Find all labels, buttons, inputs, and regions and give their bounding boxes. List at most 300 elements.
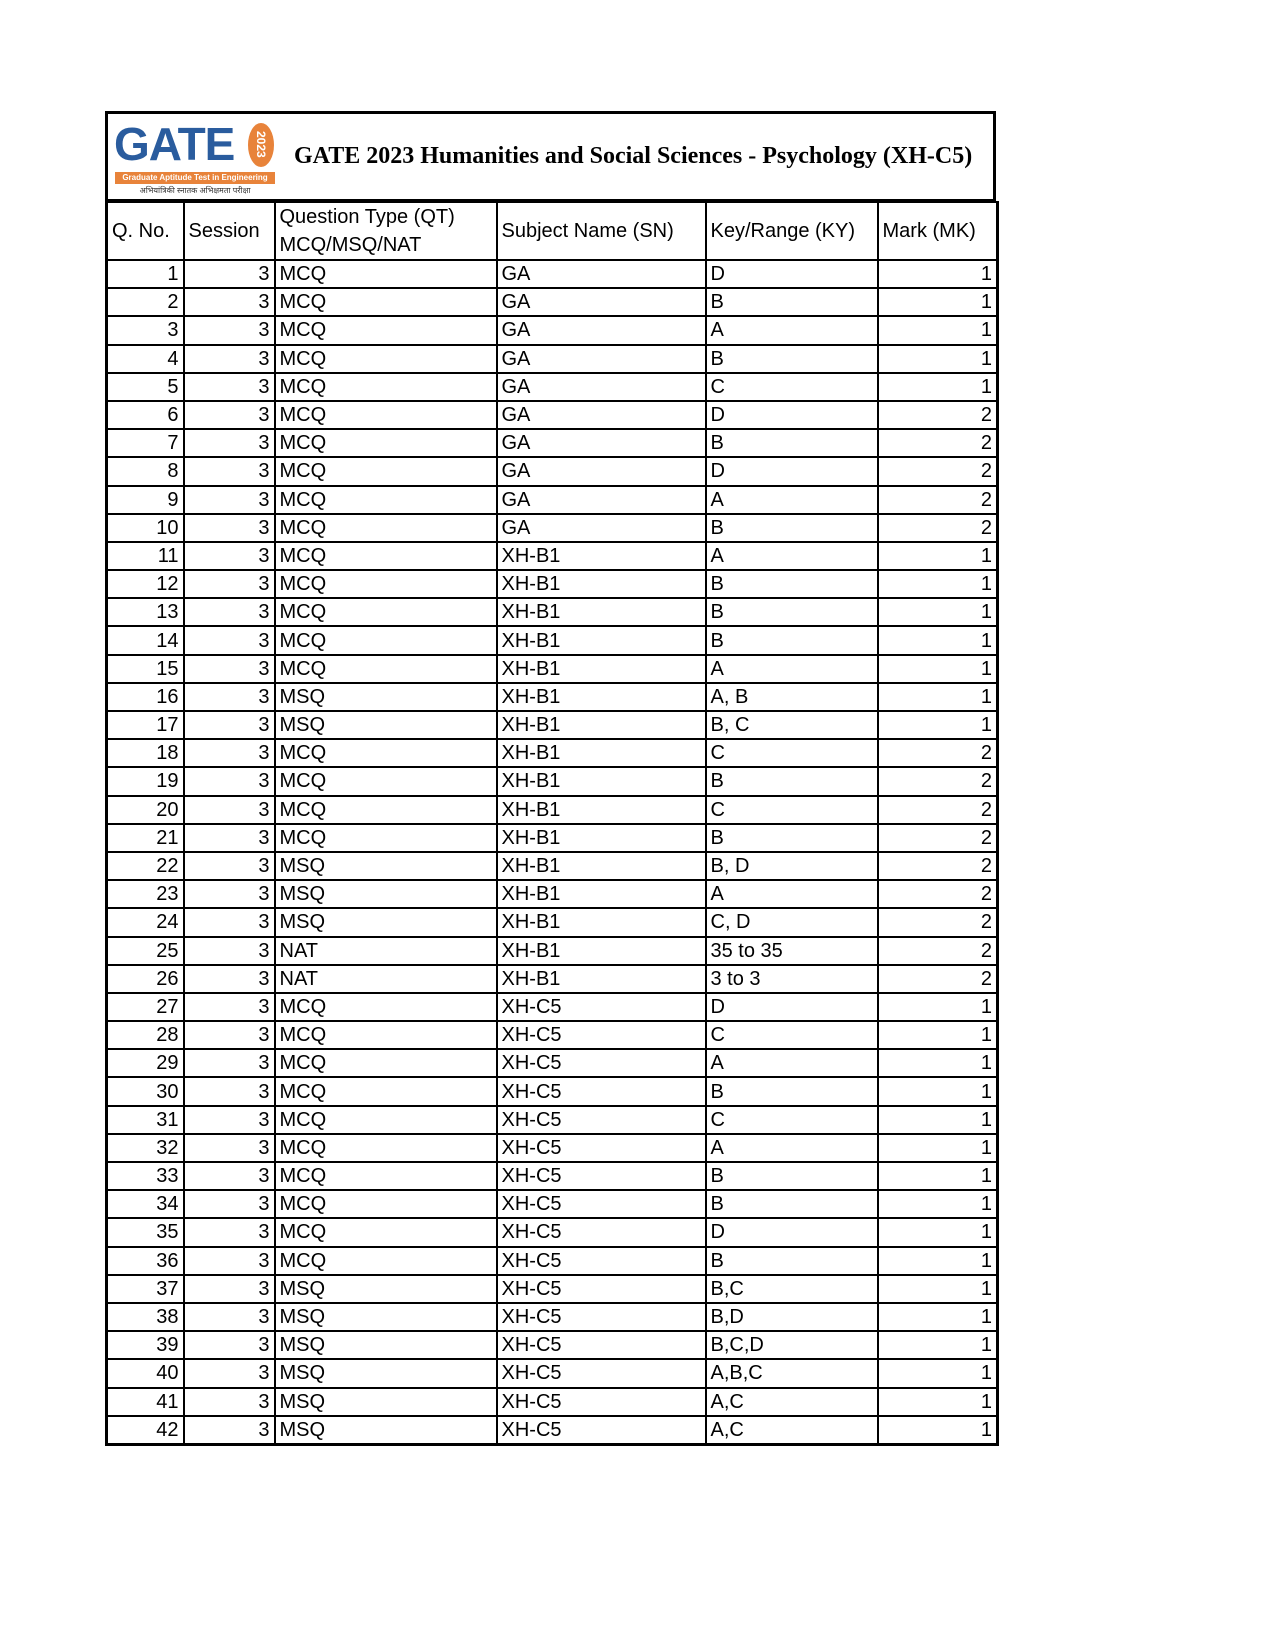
cell-key: C	[706, 796, 878, 824]
cell-mark: 1	[878, 345, 998, 373]
logo-hindi-tagline: अभियांत्रिकी स्नातक अभिक्षमता परीक्षा	[139, 185, 251, 195]
cell-session: 3	[184, 542, 275, 570]
cell-subject: XH-C5	[497, 1049, 706, 1077]
cell-key: D	[706, 457, 878, 485]
cell-key: D	[706, 993, 878, 1021]
cell-qno: 8	[107, 457, 184, 485]
cell-question-type: MCQ	[275, 514, 497, 542]
cell-session: 3	[184, 457, 275, 485]
column-header-key: Key/Range (KY)	[706, 202, 878, 260]
cell-qno: 23	[107, 880, 184, 908]
cell-question-type: MCQ	[275, 739, 497, 767]
cell-key: B	[706, 345, 878, 373]
cell-question-type: MCQ	[275, 457, 497, 485]
cell-mark: 1	[878, 1247, 998, 1275]
cell-key: C	[706, 373, 878, 401]
cell-session: 3	[184, 1303, 275, 1331]
cell-session: 3	[184, 739, 275, 767]
table-row	[107, 1416, 998, 1445]
cell-key: B,C	[706, 1275, 878, 1303]
cell-subject: XH-C5	[497, 1416, 706, 1445]
column-header-question-type: Question Type (QT) MCQ/MSQ/NAT	[275, 202, 497, 260]
cell-question-type: MCQ	[275, 288, 497, 316]
table-row	[107, 1275, 998, 1303]
cell-subject: XH-C5	[497, 1134, 706, 1162]
cell-session: 3	[184, 260, 275, 288]
table-row	[107, 1106, 998, 1134]
cell-session: 3	[184, 852, 275, 880]
cell-subject: XH-C5	[497, 993, 706, 1021]
cell-qno: 5	[107, 373, 184, 401]
cell-session: 3	[184, 401, 275, 429]
cell-qno: 19	[107, 767, 184, 795]
cell-subject: GA	[497, 457, 706, 485]
table-row	[107, 880, 998, 908]
cell-qno: 29	[107, 1049, 184, 1077]
cell-question-type: NAT	[275, 965, 497, 993]
cell-session: 3	[184, 373, 275, 401]
cell-subject: GA	[497, 373, 706, 401]
cell-question-type: MCQ	[275, 373, 497, 401]
cell-qno: 7	[107, 429, 184, 457]
cell-question-type: MCQ	[275, 1049, 497, 1077]
cell-mark: 1	[878, 1416, 998, 1445]
table-row	[107, 1162, 998, 1190]
table-row	[107, 626, 998, 654]
cell-mark: 1	[878, 626, 998, 654]
cell-session: 3	[184, 937, 275, 965]
table-row	[107, 1247, 998, 1275]
cell-key: B	[706, 626, 878, 654]
cell-subject: GA	[497, 429, 706, 457]
cell-subject: XH-B1	[497, 739, 706, 767]
cell-question-type: MCQ	[275, 570, 497, 598]
table-row	[107, 739, 998, 767]
cell-question-type: MSQ	[275, 880, 497, 908]
table-row	[107, 767, 998, 795]
cell-subject: XH-B1	[497, 937, 706, 965]
cell-question-type: MCQ	[275, 429, 497, 457]
cell-question-type: MCQ	[275, 1134, 497, 1162]
table-row	[107, 1218, 998, 1246]
cell-question-type: MCQ	[275, 1247, 497, 1275]
cell-session: 3	[184, 965, 275, 993]
cell-subject: XH-C5	[497, 1359, 706, 1387]
cell-session: 3	[184, 655, 275, 683]
cell-session: 3	[184, 288, 275, 316]
cell-question-type: MSQ	[275, 711, 497, 739]
cell-session: 3	[184, 796, 275, 824]
cell-session: 3	[184, 626, 275, 654]
cell-session: 3	[184, 1077, 275, 1105]
cell-subject: XH-B1	[497, 570, 706, 598]
table-row	[107, 457, 998, 485]
cell-question-type: NAT	[275, 937, 497, 965]
cell-question-type: MCQ	[275, 1218, 497, 1246]
cell-question-type: MCQ	[275, 401, 497, 429]
cell-subject: XH-B1	[497, 711, 706, 739]
table-row	[107, 1049, 998, 1077]
cell-qno: 27	[107, 993, 184, 1021]
cell-session: 3	[184, 993, 275, 1021]
cell-mark: 2	[878, 429, 998, 457]
cell-question-type: MCQ	[275, 767, 497, 795]
cell-qno: 28	[107, 1021, 184, 1049]
cell-mark: 1	[878, 1303, 998, 1331]
cell-mark: 1	[878, 1134, 998, 1162]
cell-question-type: MCQ	[275, 1077, 497, 1105]
cell-mark: 1	[878, 260, 998, 288]
cell-question-type: MSQ	[275, 1275, 497, 1303]
cell-mark: 1	[878, 1049, 998, 1077]
cell-subject: XH-B1	[497, 908, 706, 936]
cell-question-type: MCQ	[275, 993, 497, 1021]
cell-qno: 33	[107, 1162, 184, 1190]
cell-mark: 2	[878, 401, 998, 429]
cell-qno: 34	[107, 1190, 184, 1218]
cell-mark: 1	[878, 542, 998, 570]
cell-mark: 1	[878, 1388, 998, 1416]
cell-mark: 1	[878, 373, 998, 401]
cell-key: B	[706, 1190, 878, 1218]
cell-key: B,D	[706, 1303, 878, 1331]
cell-mark: 1	[878, 316, 998, 344]
cell-subject: GA	[497, 345, 706, 373]
cell-subject: XH-C5	[497, 1077, 706, 1105]
cell-subject: XH-B1	[497, 598, 706, 626]
cell-session: 3	[184, 514, 275, 542]
cell-qno: 3	[107, 316, 184, 344]
table-row	[107, 711, 998, 739]
cell-mark: 2	[878, 514, 998, 542]
cell-question-type: MCQ	[275, 1106, 497, 1134]
cell-key: B	[706, 598, 878, 626]
cell-session: 3	[184, 767, 275, 795]
cell-mark: 2	[878, 486, 998, 514]
cell-session: 3	[184, 1388, 275, 1416]
cell-qno: 30	[107, 1077, 184, 1105]
cell-mark: 1	[878, 1218, 998, 1246]
cell-session: 3	[184, 1275, 275, 1303]
cell-key: A	[706, 1134, 878, 1162]
logo-tagline: Graduate Aptitude Test in Engineering	[115, 172, 275, 184]
cell-qno: 16	[107, 683, 184, 711]
table-row	[107, 288, 998, 316]
cell-subject: XH-C5	[497, 1106, 706, 1134]
table-row	[107, 824, 998, 852]
column-header-qno: Q. No.	[107, 202, 184, 260]
cell-key: B	[706, 514, 878, 542]
cell-session: 3	[184, 683, 275, 711]
cell-key: D	[706, 401, 878, 429]
cell-session: 3	[184, 1106, 275, 1134]
cell-mark: 2	[878, 965, 998, 993]
table-row	[107, 796, 998, 824]
table-row	[107, 1021, 998, 1049]
cell-question-type: MCQ	[275, 486, 497, 514]
cell-question-type: MCQ	[275, 626, 497, 654]
cell-key: 35 to 35	[706, 937, 878, 965]
cell-question-type: MSQ	[275, 908, 497, 936]
table-row	[107, 908, 998, 936]
cell-qno: 17	[107, 711, 184, 739]
cell-mark: 1	[878, 1077, 998, 1105]
cell-key: D	[706, 1218, 878, 1246]
cell-qno: 11	[107, 542, 184, 570]
cell-qno: 41	[107, 1388, 184, 1416]
cell-subject: XH-B1	[497, 655, 706, 683]
cell-question-type: MCQ	[275, 1162, 497, 1190]
table-row	[107, 316, 998, 344]
cell-key: A	[706, 316, 878, 344]
cell-qno: 12	[107, 570, 184, 598]
cell-session: 3	[184, 570, 275, 598]
cell-session: 3	[184, 1021, 275, 1049]
cell-session: 3	[184, 598, 275, 626]
cell-question-type: MCQ	[275, 655, 497, 683]
cell-subject: XH-C5	[497, 1021, 706, 1049]
cell-key: C, D	[706, 908, 878, 936]
cell-question-type: MCQ	[275, 598, 497, 626]
cell-qno: 31	[107, 1106, 184, 1134]
cell-subject: GA	[497, 486, 706, 514]
cell-key: B	[706, 824, 878, 852]
table-row	[107, 570, 998, 598]
cell-qno: 18	[107, 739, 184, 767]
cell-subject: XH-B1	[497, 852, 706, 880]
cell-qno: 20	[107, 796, 184, 824]
column-header-subject: Subject Name (SN)	[497, 202, 706, 260]
table-row	[107, 683, 998, 711]
table-row	[107, 514, 998, 542]
cell-question-type: MSQ	[275, 1359, 497, 1387]
cell-session: 3	[184, 429, 275, 457]
cell-key: B	[706, 288, 878, 316]
page-title: GATE 2023 Humanities and Social Sciences - Psychology (XH-C5)	[294, 143, 973, 169]
cell-question-type: MCQ	[275, 796, 497, 824]
cell-question-type: MCQ	[275, 1021, 497, 1049]
cell-mark: 1	[878, 1331, 998, 1359]
cell-subject: XH-B1	[497, 965, 706, 993]
answer-key-sheet	[105, 111, 996, 1446]
table-row	[107, 993, 998, 1021]
cell-mark: 2	[878, 908, 998, 936]
cell-key: B,C,D	[706, 1331, 878, 1359]
cell-key: 3 to 3	[706, 965, 878, 993]
cell-question-type: MCQ	[275, 316, 497, 344]
cell-subject: GA	[497, 260, 706, 288]
cell-question-type: MCQ	[275, 345, 497, 373]
cell-subject: XH-C5	[497, 1275, 706, 1303]
cell-mark: 2	[878, 824, 998, 852]
cell-key: A	[706, 655, 878, 683]
cell-key: A, B	[706, 683, 878, 711]
cell-session: 3	[184, 1134, 275, 1162]
cell-qno: 15	[107, 655, 184, 683]
column-header-mark: Mark (MK)	[878, 202, 998, 260]
cell-question-type: MSQ	[275, 852, 497, 880]
cell-session: 3	[184, 316, 275, 344]
cell-key: B, D	[706, 852, 878, 880]
cell-qno: 9	[107, 486, 184, 514]
cell-mark: 2	[878, 937, 998, 965]
cell-subject: GA	[497, 514, 706, 542]
table-row	[107, 1134, 998, 1162]
cell-key: B	[706, 570, 878, 598]
cell-qno: 39	[107, 1331, 184, 1359]
table-row	[107, 852, 998, 880]
cell-session: 3	[184, 1162, 275, 1190]
cell-qno: 13	[107, 598, 184, 626]
cell-mark: 1	[878, 1359, 998, 1387]
cell-mark: 1	[878, 1021, 998, 1049]
cell-mark: 2	[878, 739, 998, 767]
cell-key: B, C	[706, 711, 878, 739]
cell-subject: XH-C5	[497, 1218, 706, 1246]
cell-session: 3	[184, 908, 275, 936]
cell-qno: 32	[107, 1134, 184, 1162]
cell-mark: 1	[878, 993, 998, 1021]
cell-subject: XH-B1	[497, 767, 706, 795]
table-row	[107, 373, 998, 401]
cell-question-type: MSQ	[275, 1331, 497, 1359]
answer-key-table	[105, 201, 999, 1446]
column-header-session: Session	[184, 202, 275, 260]
cell-mark: 2	[878, 880, 998, 908]
table-row	[107, 1077, 998, 1105]
table-row	[107, 1303, 998, 1331]
cell-question-type: MSQ	[275, 683, 497, 711]
cell-key: B	[706, 1162, 878, 1190]
table-row	[107, 1190, 998, 1218]
cell-session: 3	[184, 880, 275, 908]
logo-year-badge: 2023	[248, 123, 274, 167]
cell-question-type: MCQ	[275, 1190, 497, 1218]
cell-key: A	[706, 1049, 878, 1077]
cell-qno: 40	[107, 1359, 184, 1387]
cell-mark: 1	[878, 598, 998, 626]
table-header-row	[107, 202, 998, 260]
cell-question-type: MSQ	[275, 1303, 497, 1331]
cell-qno: 37	[107, 1275, 184, 1303]
cell-mark: 1	[878, 570, 998, 598]
cell-qno: 2	[107, 288, 184, 316]
cell-session: 3	[184, 1331, 275, 1359]
cell-key: A,B,C	[706, 1359, 878, 1387]
cell-mark: 1	[878, 655, 998, 683]
cell-session: 3	[184, 1416, 275, 1445]
cell-subject: GA	[497, 288, 706, 316]
cell-mark: 1	[878, 711, 998, 739]
table-row	[107, 965, 998, 993]
cell-qno: 6	[107, 401, 184, 429]
cell-key: A	[706, 542, 878, 570]
cell-subject: GA	[497, 316, 706, 344]
sheet-header	[105, 111, 996, 201]
cell-session: 3	[184, 1359, 275, 1387]
cell-session: 3	[184, 1218, 275, 1246]
cell-subject: XH-C5	[497, 1303, 706, 1331]
cell-subject: XH-B1	[497, 880, 706, 908]
cell-key: B	[706, 1077, 878, 1105]
table-row	[107, 345, 998, 373]
cell-key: A	[706, 880, 878, 908]
cell-mark: 1	[878, 1275, 998, 1303]
cell-subject: XH-B1	[497, 683, 706, 711]
cell-session: 3	[184, 345, 275, 373]
cell-subject: XH-B1	[497, 626, 706, 654]
cell-qno: 10	[107, 514, 184, 542]
cell-key: B	[706, 1247, 878, 1275]
table-row	[107, 1331, 998, 1359]
cell-qno: 26	[107, 965, 184, 993]
cell-key: C	[706, 739, 878, 767]
table-row	[107, 598, 998, 626]
cell-question-type: MCQ	[275, 260, 497, 288]
cell-mark: 1	[878, 288, 998, 316]
cell-subject: XH-C5	[497, 1331, 706, 1359]
cell-subject: XH-C5	[497, 1388, 706, 1416]
cell-qno: 35	[107, 1218, 184, 1246]
cell-key: A,C	[706, 1416, 878, 1445]
cell-qno: 24	[107, 908, 184, 936]
cell-session: 3	[184, 1247, 275, 1275]
table-row	[107, 937, 998, 965]
cell-subject: XH-B1	[497, 796, 706, 824]
table-row	[107, 401, 998, 429]
cell-qno: 25	[107, 937, 184, 965]
cell-session: 3	[184, 1190, 275, 1218]
cell-qno: 22	[107, 852, 184, 880]
cell-key: B	[706, 429, 878, 457]
cell-subject: GA	[497, 401, 706, 429]
logo-wordmark: GATE	[114, 117, 235, 170]
cell-subject: XH-B1	[497, 542, 706, 570]
cell-qno: 42	[107, 1416, 184, 1445]
cell-mark: 1	[878, 683, 998, 711]
cell-mark: 2	[878, 457, 998, 485]
cell-key: B	[706, 767, 878, 795]
cell-mark: 2	[878, 767, 998, 795]
table-row	[107, 486, 998, 514]
cell-mark: 1	[878, 1190, 998, 1218]
cell-key: C	[706, 1106, 878, 1134]
table-row	[107, 655, 998, 683]
cell-question-type: MCQ	[275, 824, 497, 852]
cell-mark: 1	[878, 1162, 998, 1190]
cell-qno: 4	[107, 345, 184, 373]
cell-key: D	[706, 260, 878, 288]
cell-question-type: MSQ	[275, 1388, 497, 1416]
gate-logo	[112, 115, 282, 199]
cell-session: 3	[184, 1049, 275, 1077]
cell-question-type: MCQ	[275, 542, 497, 570]
cell-subject: XH-C5	[497, 1190, 706, 1218]
cell-subject: XH-C5	[497, 1247, 706, 1275]
cell-session: 3	[184, 824, 275, 852]
cell-mark: 2	[878, 852, 998, 880]
table-row	[107, 1359, 998, 1387]
cell-subject: XH-B1	[497, 824, 706, 852]
cell-mark: 1	[878, 1106, 998, 1134]
cell-question-type: MSQ	[275, 1416, 497, 1445]
table-row	[107, 429, 998, 457]
cell-mark: 2	[878, 796, 998, 824]
cell-qno: 38	[107, 1303, 184, 1331]
cell-subject: XH-C5	[497, 1162, 706, 1190]
cell-qno: 21	[107, 824, 184, 852]
cell-key: A	[706, 486, 878, 514]
